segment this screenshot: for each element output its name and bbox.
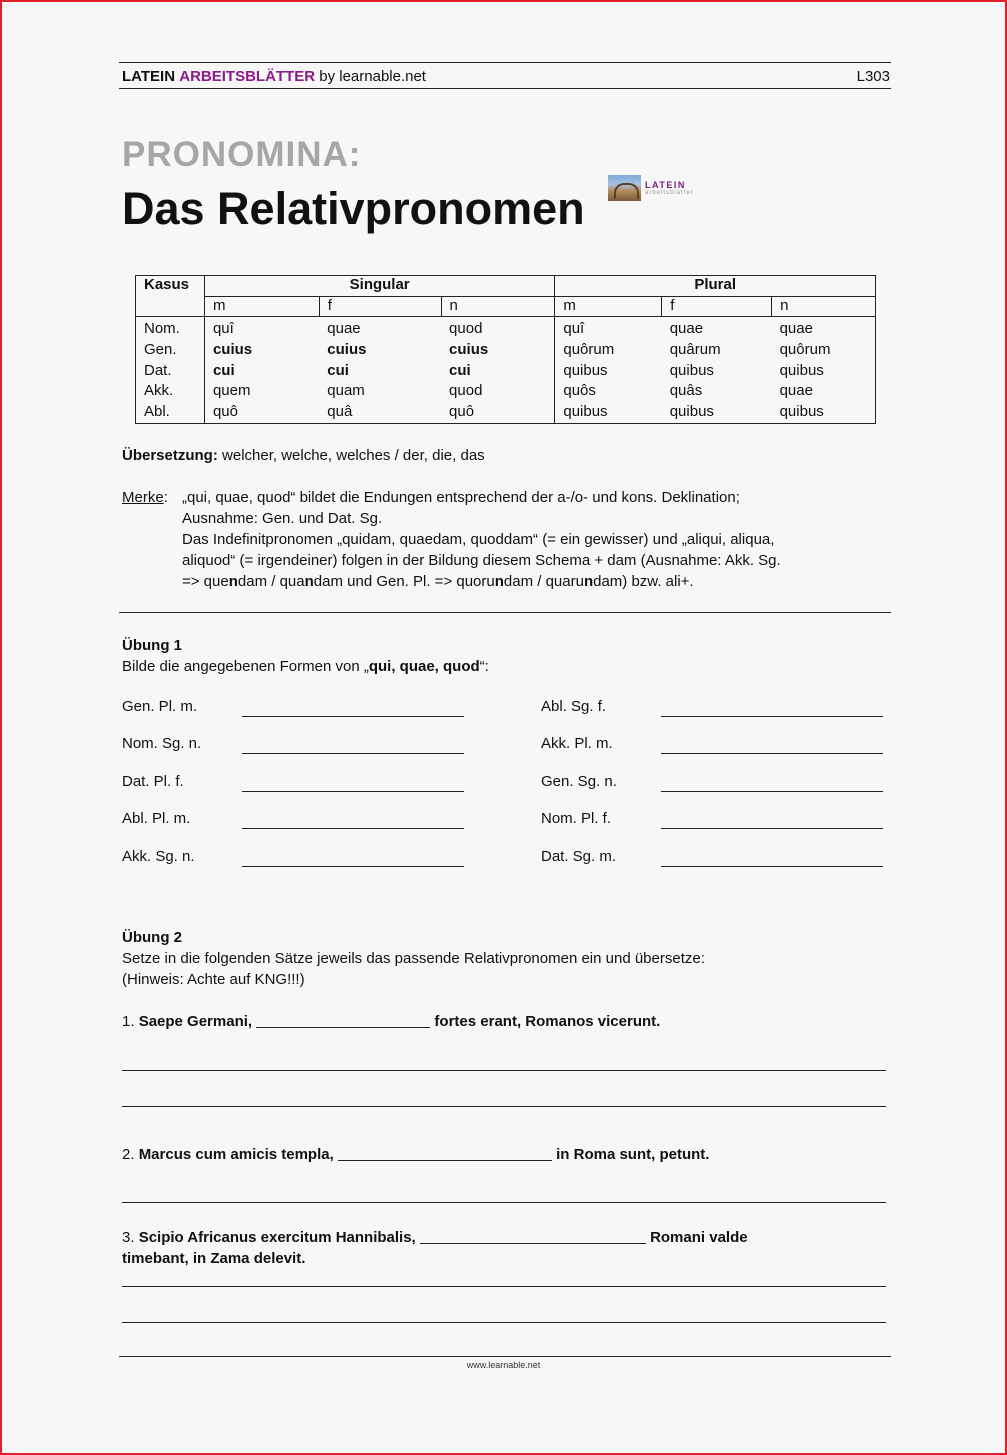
form-cell: quibus (555, 402, 662, 423)
header-top-rule (119, 62, 891, 63)
case-cell: Nom. (136, 317, 205, 340)
form-cell: quôrum (772, 340, 876, 361)
form-cell: quae (669, 320, 704, 337)
merke-text: => que (182, 573, 229, 590)
gender-header: n (441, 297, 555, 317)
footer-rule (119, 1356, 891, 1357)
translation-text: welcher, welche, welches / der, die, das (222, 447, 485, 464)
sentence-text: timebant, in Zama delevit. (122, 1250, 306, 1267)
kasus-header: Kasus (136, 276, 205, 317)
form-prompt-label: Akk. Sg. n. (122, 848, 195, 865)
exercise2-title: Übung 2 (122, 929, 182, 946)
gender-header: f (662, 297, 772, 317)
form-cell: quârum (669, 340, 721, 358)
brand-by: by learnable.net (319, 68, 426, 85)
form-cell: quô (441, 402, 555, 423)
case-cell: Dat. (136, 361, 205, 382)
answer-blank[interactable] (242, 791, 464, 792)
form-cell: cuius (204, 340, 319, 361)
answer-line[interactable] (122, 1070, 886, 1071)
table-row (136, 402, 876, 423)
form-prompt-label: Nom. Pl. f. (541, 810, 612, 827)
form-cell: quem (204, 381, 319, 402)
declension-table (135, 275, 876, 424)
sentence-text: Marcus cum amicis templa, (138, 1146, 334, 1163)
form-cell: quôs (555, 381, 662, 402)
merke-line: Ausnahme: Gen. und Dat. Sg. (182, 510, 383, 527)
form-cell: quâs (669, 382, 703, 400)
declension-body (136, 317, 876, 424)
exercise2-instruction: Setze in die folgenden Sätze jeweils das passende Relativpronomen ein und übersetze: (122, 950, 705, 967)
merke-line: Das Indefinitpronomen „quidam, quaedam, quoddam“ (= ein gewisser) und „aliqui, aliqua, (182, 531, 775, 548)
form-cell: quae (772, 317, 876, 340)
gender-header: m (555, 297, 662, 317)
form-cell: quam (327, 382, 365, 400)
brand-latein: LATEIN (122, 68, 176, 85)
merke-highlight: n (494, 573, 504, 590)
form-prompt-label: Akk. Pl. m. (541, 735, 613, 752)
merke-line (182, 571, 882, 592)
exercise1-instruction (122, 656, 489, 677)
form-cell: quibus (555, 361, 662, 382)
form-cell: cui (204, 361, 319, 382)
form-prompt-label: Dat. Pl. f. (122, 773, 184, 790)
case-cell: Abl. (136, 402, 205, 423)
form-cell: cui (441, 361, 555, 382)
form-prompt-label: Gen. Sg. n. (541, 773, 617, 790)
answer-blank[interactable] (661, 753, 883, 754)
gender-header: n (772, 297, 876, 317)
answer-blank[interactable] (661, 791, 883, 792)
form-cell: quâ (319, 402, 441, 423)
sentence-3 (122, 1227, 892, 1269)
case-cell: Gen. (136, 340, 205, 361)
merke-text: dam / quaru (503, 573, 584, 590)
answer-blank[interactable] (661, 828, 883, 829)
answer-blank[interactable] (661, 866, 883, 867)
answer-line[interactable] (122, 1202, 886, 1203)
sentence-text: Romani valde (650, 1229, 748, 1246)
logo-text-main: LATEIN (645, 180, 686, 190)
table-row (136, 340, 876, 361)
form-prompt-label: Abl. Sg. f. (541, 698, 607, 715)
table-row (136, 361, 876, 382)
instruction-emphasis: qui, quae, quod (368, 658, 480, 675)
gap-input[interactable] (256, 1027, 430, 1028)
translation-label: Übersetzung: (122, 447, 218, 464)
header-brand (122, 68, 426, 85)
merke-line: „qui, quae, quod“ bildet die Endungen entsprechend der a-/o- und kons. Deklination; (182, 489, 740, 506)
form-cell: quibus (669, 361, 714, 379)
plural-header: Plural (555, 276, 876, 297)
sentence-text: Saepe Germani, (138, 1013, 253, 1030)
merke-label: Merke (122, 489, 164, 506)
exercise2-hint: (Hinweis: Achte auf KNG!!!) (122, 971, 305, 988)
form-cell: quod (441, 381, 555, 402)
answer-line[interactable] (122, 1322, 886, 1323)
sentence-1 (122, 1011, 660, 1032)
form-cell: quod (441, 317, 555, 340)
instruction-text: “: (479, 658, 489, 675)
latein-logo (608, 175, 708, 201)
page-pretitle: PRONOMINA: (122, 135, 362, 174)
form-cell: quae (772, 381, 876, 402)
instruction-text: Bilde die angegebenen Formen von „ (122, 658, 369, 675)
logo-text-sub: arbeitsblätter (645, 190, 694, 196)
section-divider (119, 612, 891, 613)
merke-text: dam / qua (237, 573, 305, 590)
form-cell: cui (327, 361, 349, 379)
page-title: Das Relativpronomen (122, 183, 585, 234)
merke-text: dam und Gen. Pl. => quoru (313, 573, 495, 590)
merke-text: dam) bzw. ali+. (593, 573, 694, 590)
form-prompt-label: Abl. Pl. m. (122, 810, 191, 827)
form-cell: cuius (441, 340, 555, 361)
answer-blank[interactable] (242, 716, 464, 717)
answer-blank[interactable] (242, 828, 464, 829)
form-cell: quibus (772, 402, 876, 423)
answer-blank[interactable] (242, 866, 464, 867)
sentence-2 (122, 1144, 709, 1165)
sentence-number: 3. (122, 1229, 135, 1246)
sentence-number: 1. (122, 1013, 135, 1030)
answer-line[interactable] (122, 1106, 886, 1107)
merke-highlight: n (583, 573, 594, 590)
form-cell: quôrum (555, 340, 662, 361)
table-row (136, 381, 876, 402)
sentence-number: 2. (122, 1146, 135, 1163)
table-row (136, 317, 876, 340)
gap-input[interactable] (338, 1160, 552, 1161)
merke-highlight: n (304, 573, 314, 590)
footer-url: www.learnable.net (466, 1360, 541, 1370)
form-cell: quibus (772, 361, 876, 382)
merke-highlight: n (228, 573, 238, 590)
translation-line (122, 445, 485, 466)
merke-line: aliquod“ (= irgendeiner) folgen in der Bildung diesem Schema + dam (Ausnahme: Akk. Sg. (182, 552, 781, 569)
form-prompt-label: Gen. Pl. m. (122, 698, 198, 715)
answer-blank[interactable] (242, 753, 464, 754)
merke-note (182, 487, 882, 592)
sentence-text: fortes erant, Romanos vicerunt. (434, 1013, 661, 1030)
form-cell: quibus (662, 402, 772, 423)
form-prompt-label: Dat. Sg. m. (541, 848, 617, 865)
colosseum-icon (608, 175, 641, 201)
form-cell: quî (204, 317, 319, 340)
singular-header: Singular (204, 276, 554, 297)
gender-header: m (204, 297, 319, 317)
sentence-text: in Roma sunt, petunt. (556, 1146, 710, 1163)
form-cell: quî (555, 317, 662, 340)
gap-input[interactable] (420, 1243, 646, 1244)
sheet-code: L303 (856, 68, 890, 85)
exercise1-title: Übung 1 (122, 637, 182, 654)
brand-arbeitsblaetter: ARBEITSBLÄTTER (179, 68, 316, 85)
answer-blank[interactable] (661, 716, 883, 717)
merke-label-wrap: Merke: (122, 489, 168, 506)
answer-line[interactable] (122, 1286, 886, 1287)
gender-header: f (319, 297, 441, 317)
sentence-text: Scipio Africanus exercitum Hannibalis, (138, 1229, 416, 1246)
case-cell: Akk. (136, 381, 205, 402)
header-bottom-rule (119, 88, 891, 89)
form-cell: quô (204, 402, 319, 423)
form-cell: quae (327, 320, 361, 337)
form-prompt-label: Nom. Sg. n. (122, 735, 202, 752)
form-cell: cuius (327, 340, 367, 358)
